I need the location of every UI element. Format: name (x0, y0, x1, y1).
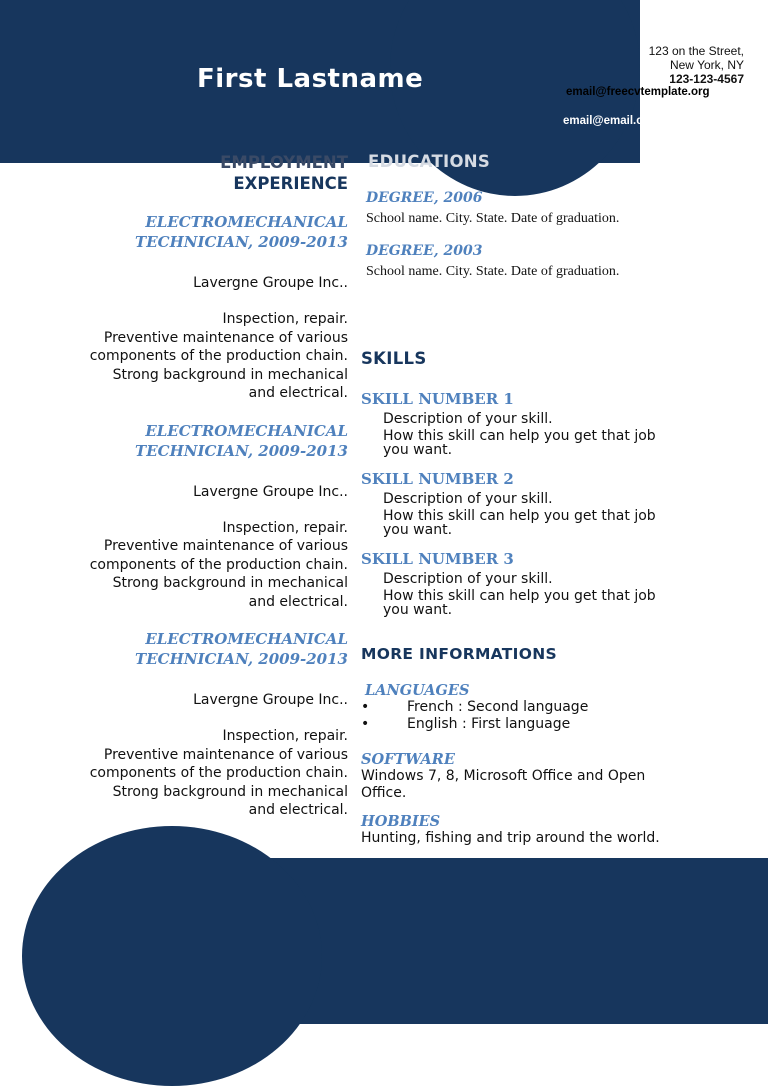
job-entry (40, 421, 348, 612)
job-desc-line: Preventive maintenance of various (103, 538, 348, 554)
job-title-line1: ELECTROMECHANICAL (145, 421, 348, 440)
contact-block (649, 44, 744, 86)
degree-title: DEGREE, 2006 (366, 190, 483, 206)
job-title (40, 212, 348, 252)
job-title-line2: TECHNICIAN, 2009-2013 (135, 441, 348, 460)
address-line-1: 123 on the Street, (648, 44, 744, 58)
language-item (361, 716, 751, 733)
job-desc-line: and electrical. (248, 385, 348, 401)
job-description (40, 727, 348, 820)
more-info-section (361, 682, 751, 847)
more-info-title: MORE INFORMATIONS (361, 645, 557, 663)
job-company: Lavergne Groupe Inc.. (193, 275, 348, 291)
skill-desc-line: How this skill can help you get that job (383, 508, 656, 524)
skill-entry (361, 550, 751, 617)
software-line: Office. (361, 785, 407, 801)
job-description (40, 519, 348, 612)
job-entry (40, 629, 348, 820)
skill-desc-line: you want. (383, 522, 453, 538)
skill-name: SKILL NUMBER 2 (361, 470, 514, 488)
education-title: EDUCATIONS (368, 152, 491, 171)
language-text: French : Second language (407, 699, 589, 715)
language-item (361, 699, 751, 716)
skill-entry (361, 390, 751, 457)
bullet: • (361, 716, 370, 732)
footer-circle (22, 826, 322, 1086)
skills-title: SKILLS (361, 349, 427, 368)
job-description (40, 310, 348, 403)
employment-section (40, 152, 348, 820)
job-company: Lavergne Groupe Inc.. (193, 692, 348, 708)
job-entry (40, 212, 348, 403)
job-desc-line: Preventive maintenance of various (103, 329, 348, 346)
job-title-line2: TECHNICIAN, 2009-2013 (135, 650, 348, 668)
job-title-line1: ELECTROMECHANICAL (145, 630, 348, 648)
job-desc-line: Strong background in mechanical (112, 783, 348, 800)
employment-title-line1: EMPLOYMENT (220, 153, 348, 172)
job-desc-line: components of the production chain. (89, 348, 348, 364)
skill-desc-line: you want. (383, 442, 453, 458)
address-line-2: New York, NY (669, 58, 744, 72)
job-title (40, 629, 348, 669)
job-title (40, 421, 348, 461)
job-desc-line: Preventive maintenance of various (103, 746, 348, 763)
job-desc-line: Inspection, repair. (222, 728, 348, 744)
candidate-name: First Lastname (197, 64, 424, 94)
hobbies-title: HOBBIES (361, 813, 441, 830)
job-desc-line: components of the production chain. (89, 556, 348, 573)
software-title: SOFTWARE (361, 751, 455, 768)
phone: 123-123-4567 (669, 72, 744, 86)
email-primary[interactable]: email@freecvtemplate.org (566, 86, 710, 98)
job-desc-line: Strong background in mechanical (112, 575, 348, 591)
education-section (361, 190, 751, 280)
bullet: • (361, 699, 370, 715)
job-desc-line: Strong background in mechanical (112, 366, 348, 383)
job-desc-line: Inspection, repair. (222, 519, 348, 536)
employment-title (40, 152, 348, 194)
job-desc-line: Inspection, repair. (222, 311, 348, 327)
skill-desc-line: Description of your skill. (383, 411, 553, 427)
hobbies-text: Hunting, fishing and trip around the world. (361, 830, 660, 846)
email-secondary[interactable]: email@email.com (563, 115, 660, 127)
employment-title-line2: EXPERIENCE (233, 174, 348, 193)
school-info: School name. City. State. Date of graduation. (366, 211, 620, 226)
skill-desc-line: How this skill can help you get that job (383, 428, 656, 444)
job-desc-line: components of the production chain. (89, 765, 348, 781)
language-text: English : First language (407, 716, 571, 732)
skill-name: SKILL NUMBER 3 (361, 550, 514, 568)
skill-name: SKILL NUMBER 1 (361, 390, 514, 408)
skills-section (361, 390, 751, 617)
job-title-line2: TECHNICIAN, 2009-2013 (135, 233, 348, 251)
job-company: Lavergne Groupe Inc.. (193, 483, 348, 500)
skill-entry (361, 470, 751, 537)
skill-desc-line: you want. (383, 602, 453, 618)
job-desc-line: and electrical. (248, 593, 348, 610)
job-desc-line: and electrical. (248, 802, 348, 818)
software-line: Windows 7, 8, Microsoft Office and Open (361, 768, 646, 784)
degree-title: DEGREE, 2003 (366, 243, 483, 259)
languages-title: LANGUAGES (365, 682, 470, 699)
skill-desc-line: How this skill can help you get that job (383, 588, 656, 604)
skill-desc-line: Description of your skill. (383, 491, 553, 507)
job-title-line1: ELECTROMECHANICAL (145, 213, 348, 231)
school-info: School name. City. State. Date of graduation. (366, 264, 620, 279)
skill-desc-line: Description of your skill. (383, 571, 553, 587)
